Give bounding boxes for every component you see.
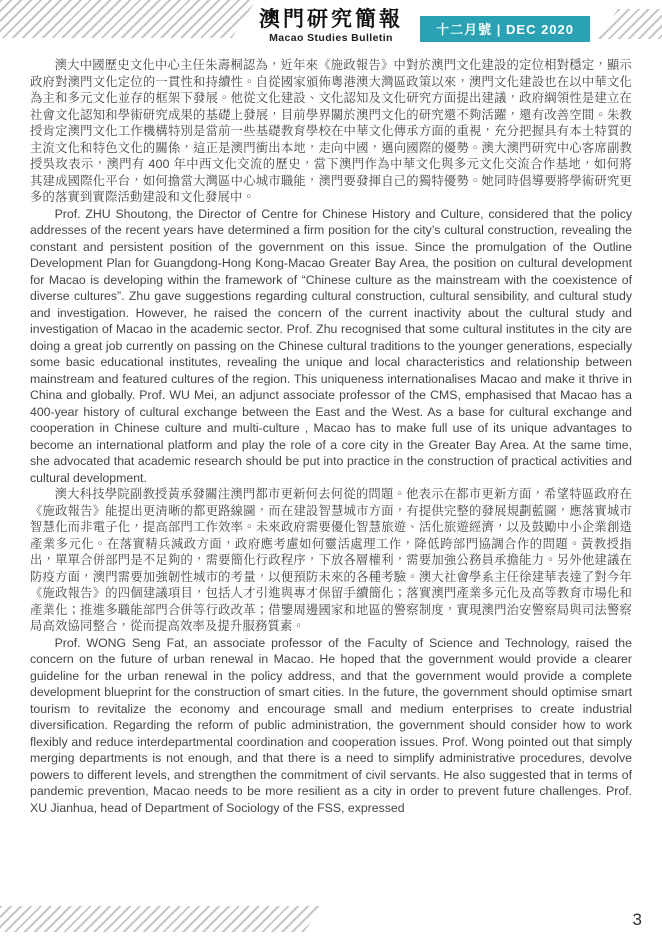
bulletin-title-chinese: 澳門研究簡報: [259, 7, 403, 31]
page-number: 3: [632, 910, 642, 929]
decorative-stripes-bottom-left-icon: [0, 906, 322, 932]
article-paragraph-english-2: Prof. WONG Seng Fat, an associate professor of the Faculty of Science and Technology, raised the concern on the future of urban renewal in Macao. He hoped that the government would provide a clearer guideline for the urban renewal in the policy address, and that the government would provide a complete development blueprint for the construction of smart cities. In the future, the government should optimise smart tourism to revitalize the economy and encourage small and medium enterprises to create industrial diversification. Regarding the reform of public administration, the government should consider how to work flexibly and reduce interdepartmental coordination and cooperation issues. Prof. Wong pointed out that simply merging departments is not enough, and that there is a need to simplify administrative procedures, devolve powers to different levels, and strengthen the commitment of civil servants. He also suggested that in terms of pandemic prevention, Macao needs to be more resilient as a city in order to prevent future challenges. Prof. XU Jianhua, head of Department of Sociology of the FSS, expressed: [30, 635, 632, 815]
decorative-stripes-top-left-icon: [0, 0, 256, 38]
issue-badge: 十二月號 | DEC 2020: [420, 16, 590, 42]
decorative-stripes-top-right-icon: [598, 9, 662, 39]
bulletin-title-english: Macao Studies Bulletin: [269, 32, 393, 45]
article-paragraph-english-1: Prof. ZHU Shoutong, the Director of Centre for Chinese History and Culture, considered that the policy addresses of the recent years have determined a firm position for the city’s cultural construction, revealing the constant and persistent position of the government on this issue. Since the promulgation of the Outline Development Plan for Guangdong-Hong Kong-Macao Greater Bay Area, the position on cultural development for Macao is developing within the framework of “Chinese culture as the mainstream with the coexistence of diverse cultures”. Zhu gave suggestions regarding cultural construction, cultural sensibility, and cultural study and investigation. However, he raised the concern of the current inactivity about the cultural study and investigation of Macao in the academic sector. Prof. Zhu recognised that some cultural institutes in the city are doing a great job currently on passing on the Chinese cultural traditions to the younger generations, especially some basic educational institutes, revealing the unique and local characteristics and relationship between mainstream and featured cultures of the region. This uniqueness internationalises Macao and make it thrive in China and globally. Prof. WU Mei, an adjunct associate professor of the CMS, emphasised that Macao has a 400-year history of cultural exchange between the East and the West. As a base for cultural exchange and cooperation in Chinese culture and multi-culture , Macao has to make full use of its unique advantages to become an international platform and play the role of a core city in the Greater Bay Area. At the same time, she advocated that academic research should be put into practice in the construction of practical activities and cultural development.: [30, 206, 632, 485]
masthead: [259, 7, 403, 44]
article-body: [30, 57, 632, 816]
article-paragraph-chinese-1: 澳大中國歷史文化中心主任朱壽桐認為，近年來《施政報告》中對於澳門文化建設的定位相對穩定，顯示政府對澳門文化定位的一貫性和持續性。自從國家頒佈粵港澳大灣區政策以來，澳門文化建設也在以中華文化為主和多元文化並存的框架下發展。他從文化建設、文化認知及文化研究方面提出建議，政府綱領性是建立在社會文化認知和學術研究成果的基礎上發展，目前學界關於澳門文化的研究還不夠活躍，還有改善空間。朱教授肯定澳門文化工作機構特別是當前一些基礎教育學校在中華文化傳承方面的重視，充分把握具有本土特質的主流文化和特色文化的關係，這正是澳門衝出本地，走向中國，邁向國際的優勢。澳大澳門研究中心客席副教授吳玫表示，澳門有 400 年中西文化交流的歷史，當下澳門作為中華文化與多元文化交流合作基地，如何將其建成國際化平台，如何擔當大灣區中心城市職能，澳門要發揮自己的獨特優勢。她同時倡導要將學術研究更多的落實到實際活動建設和文化發展中。: [30, 58, 632, 204]
article-paragraph-chinese-2: 澳大科技學院副教授黃承發關注澳門都市更新何去何從的問題。他表示在都市更新方面，希望特區政府在《施政報告》能提出更清晰的都更路線圖，而在建設智慧城市方面，有提供完整的發展規劃藍圖，應落實城市智慧化而非電子化，提高部門工作效率。未來政府需要優化智慧旅遊、活化旅遊經濟，以及鼓勵中小企業創造產業多元化。在落實精兵減政方面，政府應考慮如何靈活處理工作，降低跨部門協調合作的問題。黃教授指出，單單合併部門是不足夠的，需要簡化行政程序，下放各層權利，需要加強公務員承擔能力。另外他建議在防疫方面，澳門需要加強韌性城市的考量，以便預防未來的各種考驗。澳大社會學系主任徐建華表達了對今年《施政報告》的四個建議項目，包括人才引進與專才保留手續簡化；落實澳門產業多元化及高等教育市場化和產業化；推進多職能部門合併等行政改革；借鑒周邊國家和地區的警察制度，實現澳門治安警察局與司法警察局高效協同整合，從而提高效率及提升服務質素。: [30, 487, 632, 633]
